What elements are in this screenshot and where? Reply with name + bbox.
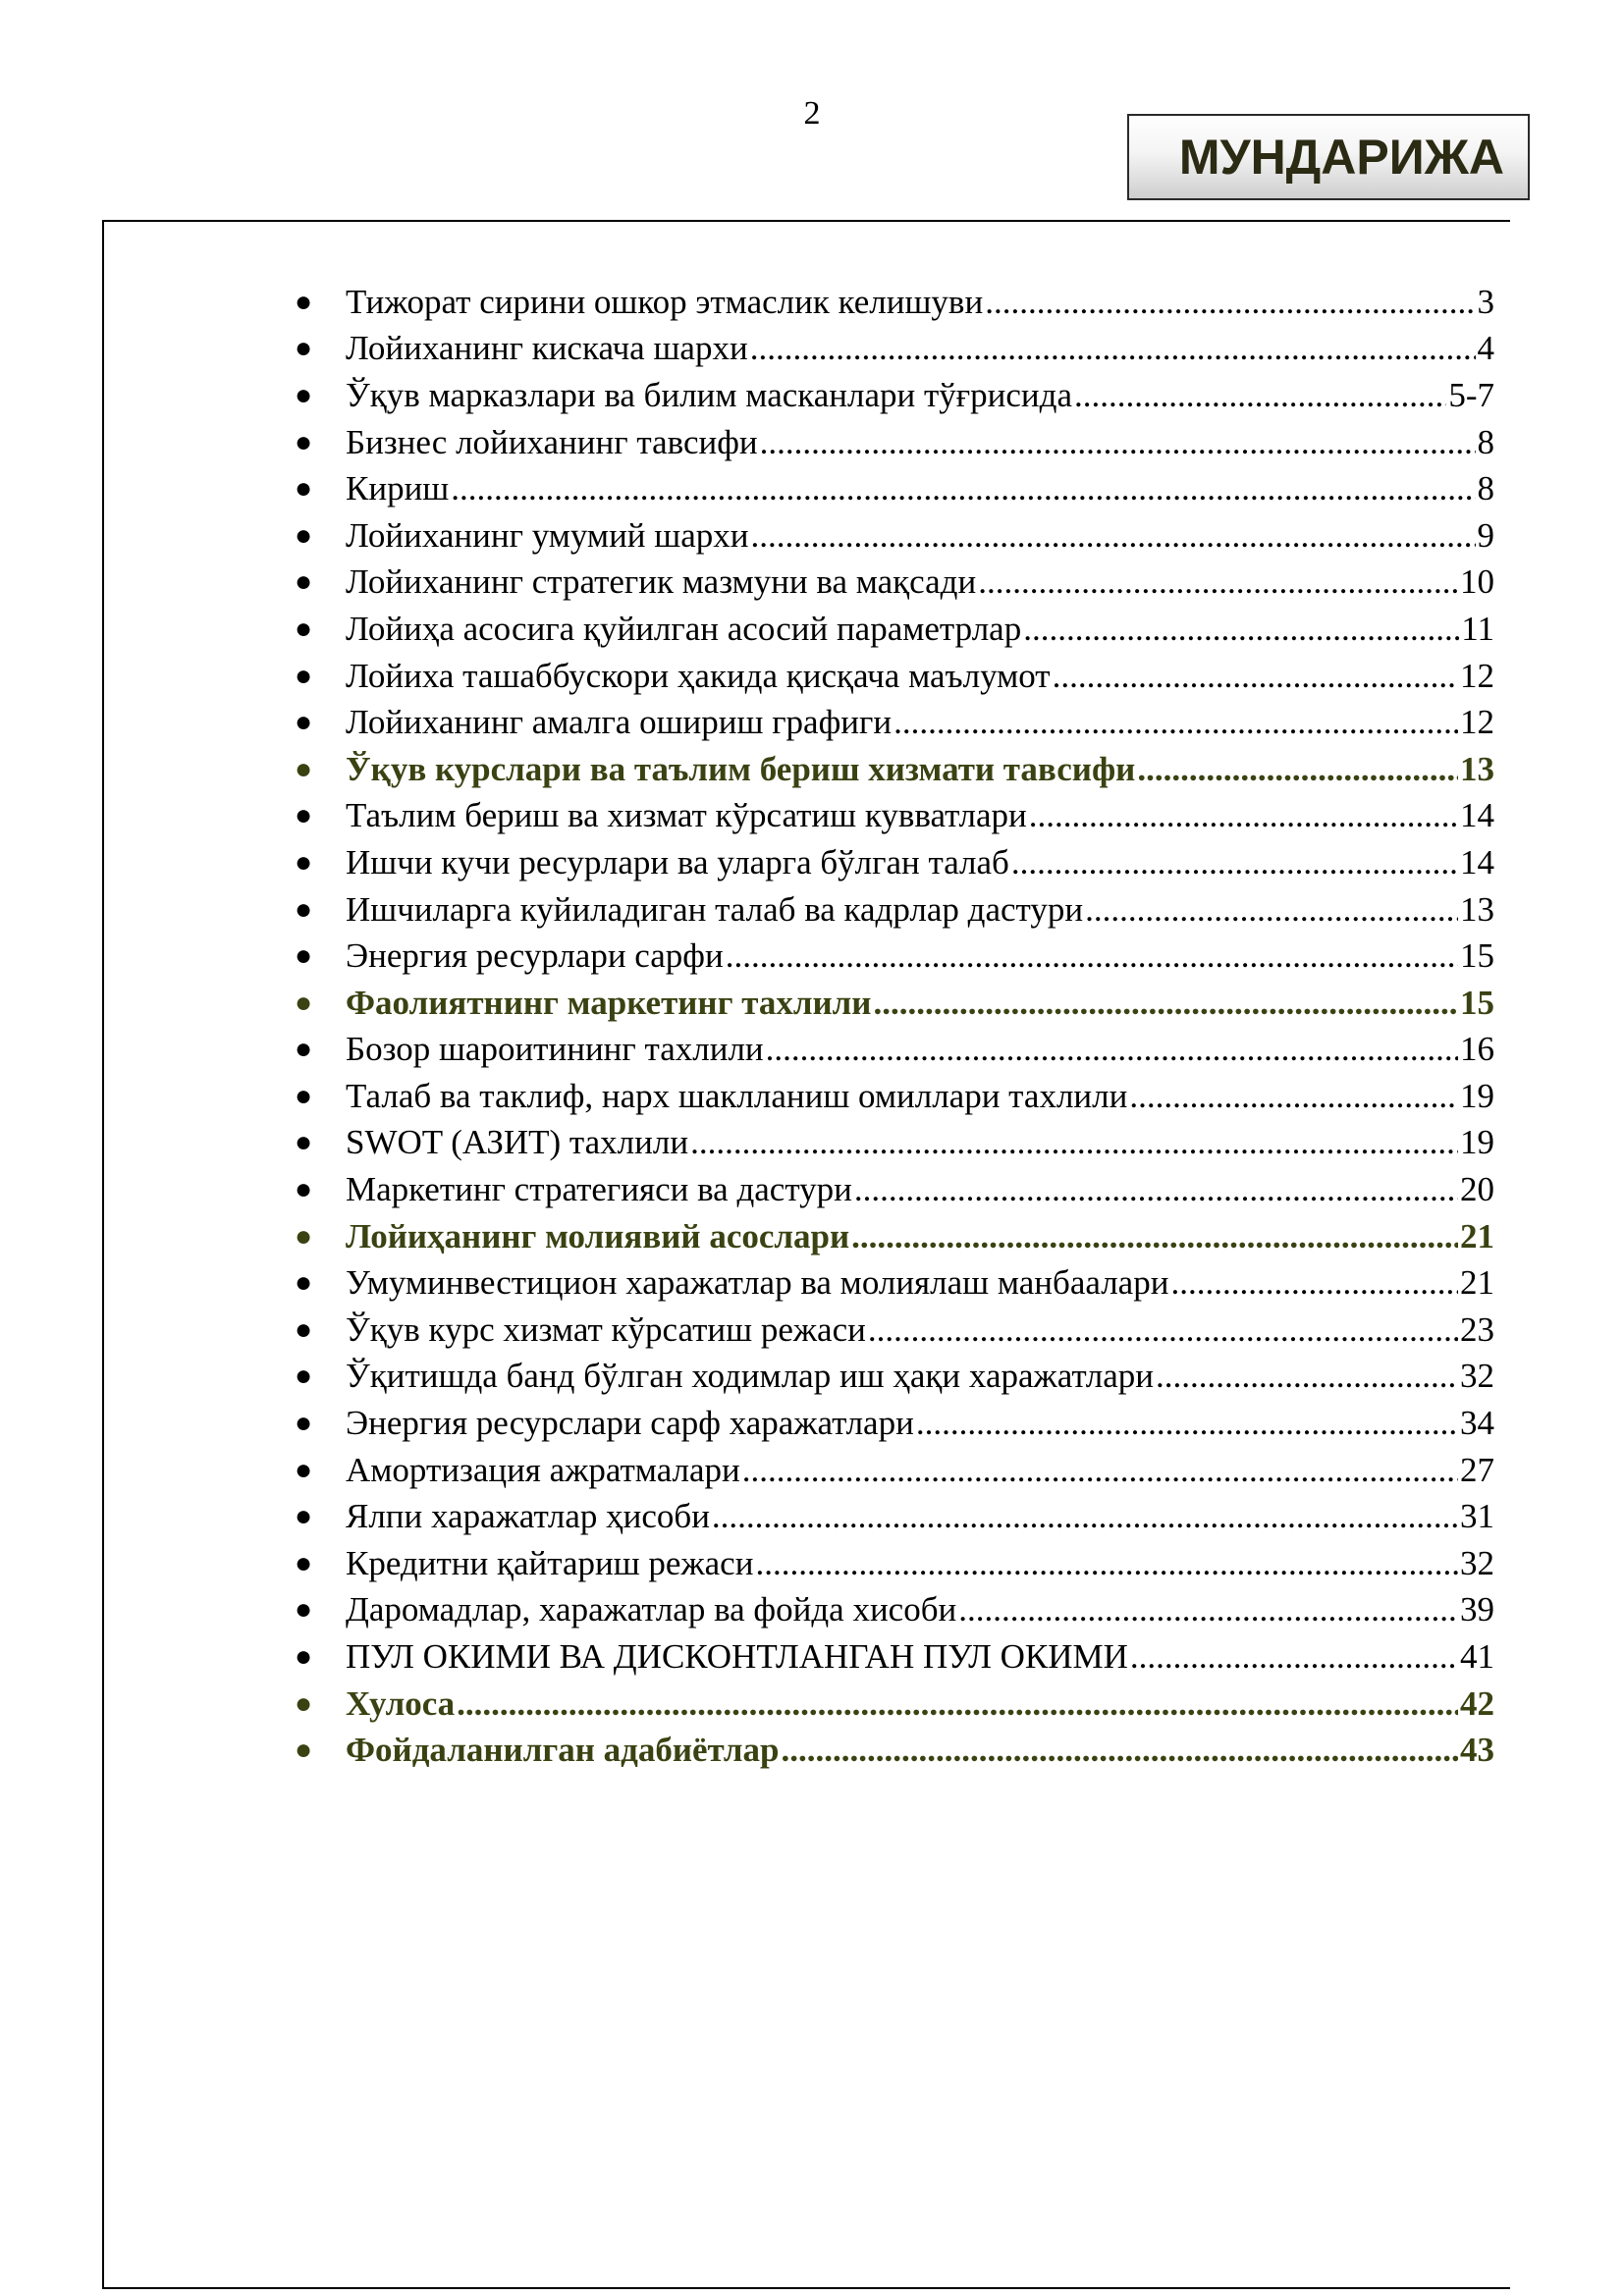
page-number: 2	[803, 95, 821, 132]
toc-entry-title: ПУЛ ОКИМИ ВА ДИСКОНТЛАНГАН ПУЛ ОКИМИ	[346, 1637, 1128, 1677]
toc-entry-title: Лойиханинг стратегик мазмуни ва мақсади	[346, 562, 977, 602]
toc-entry-title: Лойиханинг кискача шархи	[346, 329, 748, 368]
bullet-icon: ●	[295, 518, 313, 552]
toc-entry-title: Фаолиятнинг маркетинг тахлили	[346, 983, 872, 1022]
bullet-icon: ●	[295, 1360, 313, 1393]
toc-page-number: 23	[1460, 1309, 1494, 1349]
toc-entry-title: Тижорат сирини ошкор этмаслик келишуви	[346, 282, 984, 321]
toc-page-number: 21	[1460, 1263, 1494, 1303]
toc-dot-leader	[893, 703, 1458, 742]
toc-entry-title: SWOT (АЗИТ) тахлили	[346, 1123, 689, 1162]
toc-entry-title: Бизнес лойиханинг тавсифи	[346, 422, 758, 461]
toc-dot-leader	[1129, 1077, 1458, 1116]
toc-page-number: 32	[1460, 1543, 1494, 1582]
bullet-icon: ●	[295, 1173, 313, 1206]
toc-section-heading[interactable]	[291, 980, 1494, 1027]
toc-entry-title: Ўқитишда банд бўлган ходимлар иш ҳақи харажатлари	[346, 1357, 1154, 1396]
toc-entry-title: Ялпи харажатлар ҳисоби	[346, 1497, 710, 1536]
toc-entry[interactable]	[291, 1447, 1494, 1494]
toc-page-number: 10	[1460, 562, 1494, 602]
toc-page-number: 32	[1460, 1357, 1494, 1396]
toc-page-number: 11	[1461, 609, 1494, 648]
toc-entry-title: Маркетинг стратегияси ва дастури	[346, 1170, 852, 1209]
toc-entry[interactable]	[291, 1633, 1494, 1681]
toc-entry[interactable]	[291, 1073, 1494, 1120]
bullet-icon: ●	[295, 986, 313, 1019]
toc-dot-leader	[958, 1590, 1458, 1629]
bullet-icon: ●	[295, 1453, 313, 1486]
toc-dot-leader	[1137, 750, 1458, 789]
toc-entry-title: Фойдаланилган адабиётлар	[346, 1731, 780, 1770]
table-of-contents	[291, 279, 1494, 1774]
toc-dot-leader	[854, 1170, 1458, 1209]
toc-entry-title: Таълим бериш ва хизмат кўрсатиш кувватлари	[346, 796, 1027, 835]
toc-dot-leader	[916, 1404, 1458, 1443]
toc-entry-title: Ишчи кучи ресурлари ва уларга бўлган талаб	[346, 842, 1009, 881]
toc-page-number: 34	[1460, 1404, 1494, 1443]
toc-page-number: 39	[1460, 1590, 1494, 1629]
toc-entry-title: Энергия ресурслари сарф харажатлари	[346, 1404, 914, 1443]
bullet-icon: ●	[295, 845, 313, 879]
toc-dot-leader	[1170, 1263, 1458, 1303]
page-title-box	[1127, 114, 1530, 200]
toc-page-number: 19	[1460, 1076, 1494, 1115]
toc-entry[interactable]	[291, 1354, 1494, 1401]
toc-entry[interactable]	[291, 1027, 1494, 1074]
toc-entry[interactable]	[291, 279, 1494, 326]
toc-page-number: 3	[1477, 282, 1494, 321]
toc-page-number: 9	[1477, 515, 1494, 555]
frame-bottom-border	[102, 2287, 1510, 2289]
toc-page-number: 8	[1477, 422, 1494, 461]
toc-page-number: 12	[1460, 703, 1494, 742]
bullet-icon: ●	[295, 425, 313, 458]
frame-left-border	[102, 220, 104, 2289]
toc-entry[interactable]	[291, 1120, 1494, 1167]
bullet-icon: ●	[295, 1734, 313, 1767]
toc-entry-title: Лойиханинг умумий шархи	[346, 515, 749, 555]
toc-page-number: 27	[1460, 1450, 1494, 1489]
toc-page-number: 13	[1460, 749, 1494, 788]
toc-entry-title: Лойиҳа асосига қуйилган асосий параметрлар	[346, 609, 1022, 648]
toc-dot-leader	[1156, 1357, 1458, 1396]
toc-section-heading[interactable]	[291, 1681, 1494, 1728]
bullet-icon: ●	[295, 659, 313, 692]
toc-entry[interactable]	[291, 933, 1494, 980]
toc-entry-title: Лойиҳанинг молиявий асослари	[346, 1216, 850, 1255]
toc-section-heading[interactable]	[291, 746, 1494, 793]
toc-entry[interactable]	[291, 699, 1494, 746]
toc-section-heading[interactable]	[291, 1213, 1494, 1260]
bullet-icon: ●	[295, 1407, 313, 1440]
toc-dot-leader	[451, 469, 1475, 508]
toc-entry-title: Кредитни қайтариш режаси	[346, 1543, 754, 1582]
toc-entry-title: Умуминвестицион харажатлар ва молиялаш манбаалари	[346, 1263, 1169, 1303]
bullet-icon: ●	[295, 332, 313, 365]
bullet-icon: ●	[295, 892, 313, 926]
toc-dot-leader	[1011, 843, 1458, 882]
toc-entry[interactable]	[291, 1166, 1494, 1213]
toc-page-number: 14	[1460, 842, 1494, 881]
bullet-icon: ●	[295, 285, 313, 318]
toc-page-number: 41	[1460, 1637, 1494, 1677]
toc-dot-leader	[742, 1451, 1458, 1490]
toc-dot-leader	[766, 1030, 1458, 1069]
bullet-icon: ●	[295, 1593, 313, 1627]
bullet-icon: ●	[295, 706, 313, 739]
toc-entry-title: Ўқув курслари ва таълим бериш хизмати тавсифи	[346, 749, 1136, 788]
toc-page-number: 8	[1477, 469, 1494, 508]
toc-entry[interactable]	[291, 512, 1494, 560]
toc-dot-leader	[1023, 610, 1459, 649]
toc-page-number: 42	[1460, 1683, 1494, 1723]
frame-top-border	[102, 220, 1510, 222]
toc-page-number: 12	[1460, 656, 1494, 695]
toc-dot-leader	[1130, 1637, 1458, 1677]
bullet-icon: ●	[295, 612, 313, 645]
toc-entry-title: Бозор шароитининг тахлили	[346, 1030, 764, 1069]
bullet-icon: ●	[295, 378, 313, 411]
toc-entry-title: Даромадлар, харажатлар ва фойда хисоби	[346, 1590, 957, 1629]
toc-dot-leader	[978, 562, 1458, 602]
bullet-icon: ●	[295, 1312, 313, 1346]
bullet-icon: ●	[295, 799, 313, 832]
toc-page-number: 19	[1460, 1123, 1494, 1162]
toc-entry[interactable]	[291, 560, 1494, 607]
toc-entry[interactable]	[291, 606, 1494, 653]
bullet-icon: ●	[295, 1686, 313, 1720]
toc-dot-leader	[1029, 796, 1458, 835]
page-title: МУНДАРИЖА	[1178, 130, 1504, 185]
toc-page-number: 5-7	[1448, 375, 1494, 414]
toc-entry-title: Лойиха ташаббускори ҳакида қисқача маълумот	[346, 656, 1051, 695]
toc-entry-title: Лойиханинг амалга ошириш графиги	[346, 703, 893, 742]
toc-page-number: 43	[1460, 1731, 1494, 1770]
toc-entry[interactable]	[291, 793, 1494, 840]
toc-entry[interactable]	[291, 326, 1494, 373]
toc-dot-leader	[781, 1731, 1458, 1770]
bullet-icon: ●	[295, 1079, 313, 1112]
toc-entry[interactable]	[291, 419, 1494, 466]
toc-dot-leader	[985, 283, 1475, 322]
toc-dot-leader	[851, 1217, 1458, 1256]
bullet-icon: ●	[295, 1266, 313, 1300]
toc-dot-leader	[712, 1497, 1458, 1536]
toc-section-heading[interactable]	[291, 1727, 1494, 1774]
bullet-icon: ●	[295, 565, 313, 599]
bullet-icon: ●	[295, 1546, 313, 1579]
toc-dot-leader	[750, 329, 1476, 368]
toc-dot-leader	[751, 516, 1476, 556]
toc-entry[interactable]	[291, 1400, 1494, 1447]
toc-dot-leader	[873, 984, 1458, 1023]
toc-entry[interactable]	[291, 465, 1494, 512]
bullet-icon: ●	[295, 1033, 313, 1066]
toc-entry-title: Талаб ва таклиф, нарх шаклланиш омиллари тахлили	[346, 1076, 1128, 1115]
toc-page-number: 31	[1460, 1497, 1494, 1536]
toc-page-number: 14	[1460, 796, 1494, 835]
toc-dot-leader	[690, 1123, 1458, 1162]
toc-entry[interactable]	[291, 1587, 1494, 1634]
toc-entry-title: Ўқув курс хизмат кўрсатиш режаси	[346, 1309, 866, 1349]
toc-entry[interactable]	[291, 653, 1494, 700]
toc-entry[interactable]	[291, 1493, 1494, 1540]
bullet-icon: ●	[295, 1500, 313, 1533]
toc-entry-title: Энергия ресурлари сарфи	[346, 936, 724, 976]
bullet-icon: ●	[295, 472, 313, 506]
toc-page-number: 15	[1460, 983, 1494, 1022]
toc-dot-leader	[1053, 657, 1458, 696]
toc-entry[interactable]	[291, 886, 1494, 934]
toc-entry-title: Ишчиларга куйиладиган талаб ва кадрлар дастури	[346, 889, 1084, 929]
toc-page-number: 4	[1477, 329, 1494, 368]
bullet-icon: ●	[295, 1126, 313, 1159]
toc-entry-title: Ўқув марказлари ва билим масканлари тўғрисида	[346, 375, 1072, 414]
toc-dot-leader	[755, 1544, 1458, 1583]
toc-entry[interactable]	[291, 839, 1494, 886]
toc-dot-leader	[760, 423, 1476, 462]
toc-page-number: 21	[1460, 1216, 1494, 1255]
toc-page-number: 20	[1460, 1170, 1494, 1209]
toc-dot-leader	[868, 1310, 1458, 1350]
toc-entry[interactable]	[291, 1540, 1494, 1587]
bullet-icon: ●	[295, 752, 313, 785]
toc-entry-title: Амортизация ажратмалари	[346, 1450, 740, 1489]
toc-dot-leader	[1074, 376, 1446, 415]
toc-entry[interactable]	[291, 1307, 1494, 1354]
toc-entry[interactable]	[291, 372, 1494, 419]
bullet-icon: ●	[295, 939, 313, 973]
toc-entry[interactable]	[291, 1259, 1494, 1307]
toc-dot-leader	[1085, 890, 1458, 930]
toc-entry-title: Кириш	[346, 469, 450, 508]
bullet-icon: ●	[295, 1640, 313, 1674]
toc-dot-leader	[457, 1684, 1458, 1724]
toc-page-number: 16	[1460, 1030, 1494, 1069]
toc-dot-leader	[726, 936, 1458, 976]
toc-page-number: 15	[1460, 936, 1494, 976]
toc-entry-title: Хулоса	[346, 1683, 456, 1723]
toc-page-number: 13	[1460, 889, 1494, 929]
bullet-icon: ●	[295, 1219, 313, 1253]
